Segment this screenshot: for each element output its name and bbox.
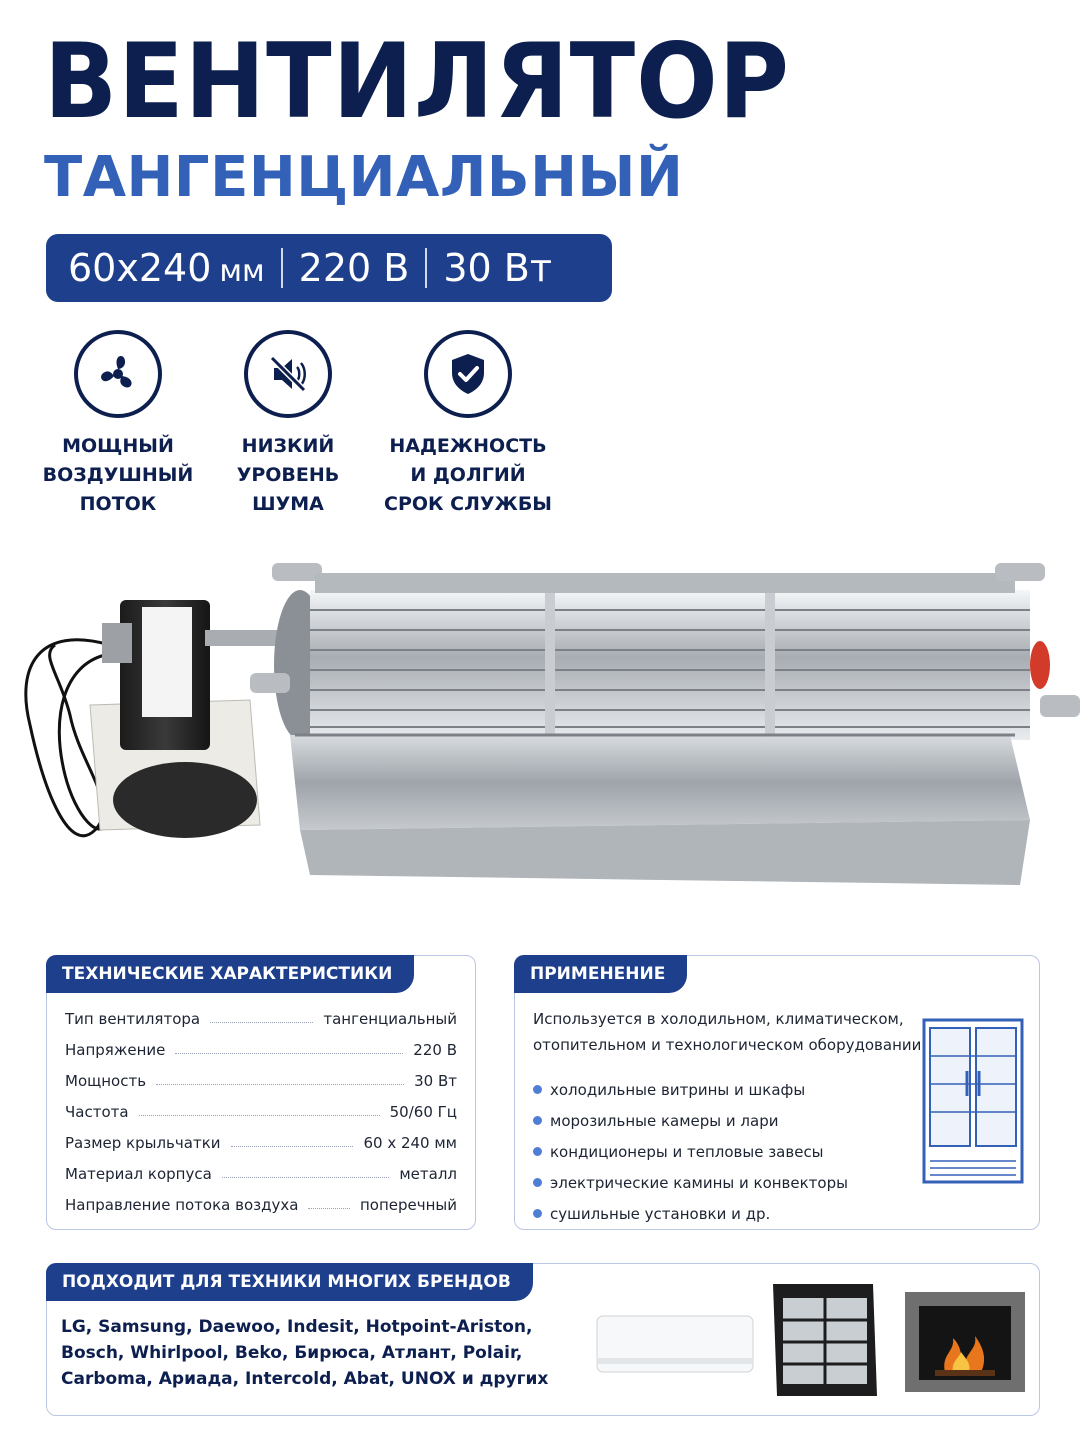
shield-check-icon: [424, 330, 512, 418]
spec-size-unit: мм: [219, 254, 265, 289]
fan-icon: [74, 330, 162, 418]
feature-reliability-label: НАДЕЖНОСТЬ И ДОЛГИЙ СРОК СЛУЖБЫ: [384, 435, 552, 515]
tech-specs-title: ТЕХНИЧЕСКИЕ ХАРАКТЕРИСТИКИ: [46, 955, 414, 993]
spec-size-value: 60х240: [68, 246, 212, 290]
spec-value: тангенциальный: [323, 1010, 457, 1028]
spec-power: 30 Вт: [443, 246, 552, 290]
list-item: холодильные витрины и шкафы: [533, 1074, 848, 1105]
spec-name: Напряжение: [65, 1041, 166, 1059]
spec-size: [68, 246, 265, 290]
spec-row: [65, 1068, 457, 1090]
spec-voltage: 220 В: [298, 246, 410, 290]
brands-list: LG, Samsung, Daewoo, Indesit, Hotpoint-Ariston, Bosch, Whirlpool, Beko, Бирюса, Атлант, Polair, Carboma, Ариада, Intercold, Abat, UNOX и других: [61, 1317, 549, 1389]
application-list: [533, 1074, 848, 1229]
brands-panel: [46, 1263, 1040, 1416]
feature-low-noise: [203, 330, 373, 519]
electric-fireplace-image: [905, 1292, 1025, 1392]
tangential-fan-image: [10, 555, 1080, 900]
spec-row: [65, 1161, 457, 1183]
spec-value: 220 В: [413, 1041, 457, 1059]
feature-airflow: [33, 330, 203, 519]
fridge-showcase-icon: [920, 1016, 1026, 1186]
spec-name: Материал корпуса: [65, 1165, 212, 1183]
spec-divider: [281, 248, 283, 288]
application-panel: [514, 955, 1040, 1230]
spec-divider: [425, 248, 427, 288]
spec-value: 60 х 240 мм: [363, 1134, 457, 1152]
tech-specs-panel: [46, 955, 476, 1230]
spec-row: [65, 1099, 457, 1121]
product-subtitle: ТАНГЕНЦИАЛЬНЫЙ: [44, 145, 684, 210]
list-item: морозильные камеры и лари: [533, 1105, 848, 1136]
feature-airflow-label: МОЩНЫЙ ВОЗДУШНЫЙ ПОТОК: [42, 435, 194, 515]
application-title: ПРИМЕНЕНИЕ: [514, 955, 687, 993]
spec-name: Размер крыльчатки: [65, 1134, 221, 1152]
spec-row: [65, 1130, 457, 1152]
spec-row: [65, 1037, 457, 1059]
spec-pill: [46, 234, 612, 302]
spec-row: [65, 1006, 457, 1028]
spec-value: 30 Вт: [414, 1072, 457, 1090]
mute-speaker-icon: [244, 330, 332, 418]
product-title: ВЕНТИЛЯТОР: [44, 20, 791, 142]
display-fridge-image: [769, 1280, 881, 1400]
spec-name: Тип вентилятора: [65, 1010, 201, 1028]
spec-value: поперечный: [359, 1196, 457, 1214]
spec-name: Мощность: [65, 1072, 147, 1090]
list-item: электрические камины и конвекторы: [533, 1167, 848, 1198]
spec-value: 50/60 Гц: [389, 1103, 457, 1121]
feature-low-noise-label: НИЗКИЙ УРОВЕНЬ ШУМА: [236, 435, 340, 515]
list-item: кондиционеры и тепловые завесы: [533, 1136, 848, 1167]
spec-row: [65, 1192, 457, 1214]
application-intro: Используется в холодильном, климатическом, отопительном и технологическом оборудовании: [533, 1010, 922, 1054]
spec-value: металл: [399, 1165, 457, 1183]
air-conditioner-image: [595, 1314, 755, 1376]
list-item: сушильные установки и др.: [533, 1198, 848, 1229]
feature-reliability: [383, 330, 553, 519]
spec-name: Частота: [65, 1103, 129, 1121]
spec-name: Направление потока воздуха: [65, 1196, 299, 1214]
brands-title: ПОДХОДИТ ДЛЯ ТЕХНИКИ МНОГИХ БРЕНДОВ: [46, 1263, 533, 1301]
